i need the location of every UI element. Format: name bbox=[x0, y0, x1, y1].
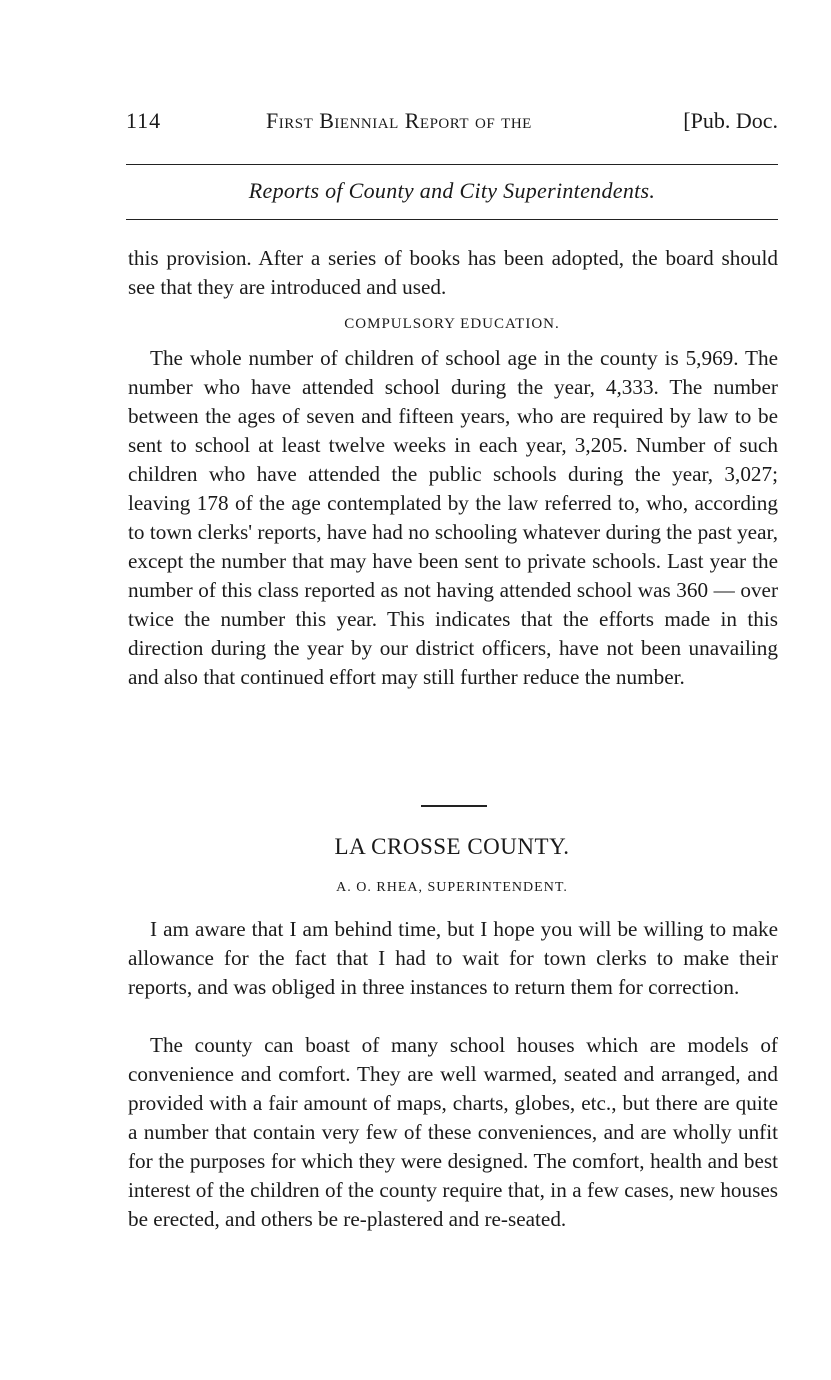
county-paragraph-1: I am aware that I am behind time, but I hope you will be willing to make allowance for the fact that I had to wait for town clerks to make their reports, and was obliged in three instances to return them for correction. bbox=[128, 917, 778, 999]
page-number: 114 bbox=[126, 108, 162, 133]
document-reference: [Pub. Doc. bbox=[683, 108, 778, 133]
county-heading: LA CROSSE COUNTY. bbox=[334, 834, 570, 859]
header-rule-bottom bbox=[126, 219, 778, 220]
opening-paragraph: this provision. After a series of books has been adopted, the board should see that they are introduced and used. bbox=[128, 246, 778, 299]
running-header bbox=[126, 108, 778, 136]
journal-title: First Biennial Report of the bbox=[266, 108, 532, 133]
header-rule-top bbox=[126, 164, 778, 165]
compulsory-education-paragraph: The whole number of children of school age in the county is 5,969. The number who have attended school during the year, 4,333. The number between the ages of seven and fifteen years, who are required by law to be sent to school at least twelve weeks in each year, 3,205. Number of such children who have attended the public schools during the year, 3,027; leaving 178 of the age contemplated by the law referred to, who, according to town clerks' reports, have had no schooling whatever during the past year, except the number that may have been sent to private schools. Last year the number of this class reported as not having attended school was 360 — over twice the number this year. This indicates that the efforts made in this direction during the year by our district officers, have not been unavailing and also that continued effort may still further reduce the number. bbox=[128, 346, 778, 689]
section-divider bbox=[421, 805, 487, 807]
compulsory-education-heading: COMPULSORY EDUCATION. bbox=[344, 316, 560, 332]
county-paragraph-2: The county can boast of many school houses which are models of convenience and comfort. They are well warmed, seated and arranged, and provided with a fair amount of maps, charts, globes, etc., but there are quite a number that contain very few of these conveniences, and are wholly unfit for the purposes for which they were designed. The comfort, health and best interest of the children of the county require that, in a few cases, new houses be erected, and others be re-plastered and re-seated. bbox=[128, 1033, 778, 1231]
superintendent-line: A. O. RHEA, SUPERINTENDENT. bbox=[336, 880, 568, 895]
section-heading: Reports of County and City Superintendents. bbox=[248, 178, 656, 203]
